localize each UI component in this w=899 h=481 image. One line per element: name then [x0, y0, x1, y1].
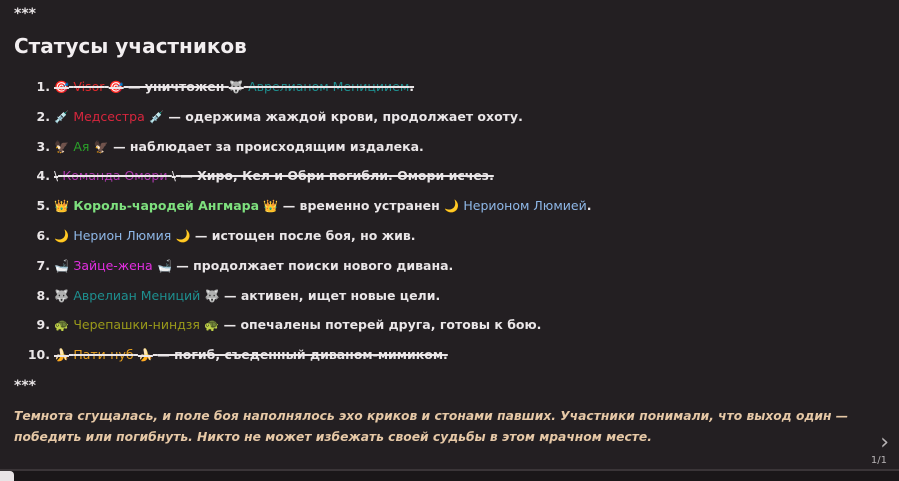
list-item-nerion: [0, 221, 880, 251]
status-text: — истощен после боя, но жив.: [194, 227, 416, 243]
chevron-right-icon[interactable]: ›: [880, 430, 889, 455]
punctuation: .: [586, 198, 592, 214]
item-number: 9.: [36, 317, 50, 333]
participant-name: Нерион Люмия: [73, 227, 172, 243]
item-body: [54, 109, 523, 124]
status-text: — активен, ищет новые цели.: [223, 287, 441, 303]
item-body: [54, 79, 414, 94]
syringe-icon: 💉: [54, 109, 69, 124]
reference-name: Нерионом Люмией: [463, 198, 587, 214]
status-text: — наблюдает за происходящим издалека.: [113, 138, 424, 154]
banana-icon: 🍌: [54, 348, 69, 363]
item-body: [54, 258, 453, 273]
participant-name: Ая: [73, 138, 90, 154]
separator-top: ***: [14, 6, 36, 22]
participant-name: Visor: [73, 79, 105, 94]
status-text: — временно устранен: [282, 198, 440, 214]
item-number: 3.: [36, 138, 50, 154]
turtle-icon: 🐢: [54, 318, 69, 333]
item-number: 2.: [36, 108, 50, 124]
wolf-icon: 🐺: [204, 288, 220, 303]
status-text: — погиб, съеденный диваном-мимиком.: [157, 347, 448, 363]
item-body: [54, 317, 541, 332]
moon-icon: 🌙: [444, 199, 460, 214]
syringe-icon: 💉: [149, 109, 165, 124]
moon-icon: 🌙: [54, 228, 69, 243]
reference-name: Аврелианом Менициием: [248, 79, 410, 94]
target-icon: 🎯: [54, 80, 69, 94]
item-body: [54, 347, 448, 362]
turtle-icon: 🐢: [204, 318, 220, 333]
status-text: — Хиро, Кел и Обри погибли. Омори исчез.: [180, 168, 494, 184]
wolf-icon: 🐺: [228, 80, 244, 94]
list-item-party-noob: [0, 340, 880, 370]
knife-icon: \: [171, 169, 176, 184]
punctuation: .: [409, 79, 415, 94]
list-item-aurelian: [0, 281, 880, 311]
moon-icon: 🌙: [175, 228, 191, 243]
item-body: [54, 139, 424, 154]
crown-icon: 👑: [263, 199, 279, 214]
story-paragraph: Темнота сгущалась, и поле боя наполнялось эхо криков и стонами павших. Участники понимали, что выход один — победить или погибнуть. Никто не может избежать своей судьбы в этом мрачном месте.: [14, 409, 849, 444]
target-icon: 🎯: [108, 80, 124, 94]
eagle-icon: 🦅: [93, 139, 109, 154]
participant-name: Медсестра: [73, 108, 145, 124]
bathtub-icon: 🛁: [54, 258, 69, 273]
scroll-handle[interactable]: [0, 471, 14, 481]
participant-name: Черепашки-ниндзя: [73, 317, 200, 333]
item-body: [54, 288, 440, 303]
list-item-hare-wife: [0, 251, 880, 281]
item-number: 10.: [27, 347, 50, 363]
list-item-visor: [0, 72, 880, 102]
status-text: — одержима жаждой крови, продолжает охоту.: [168, 108, 523, 124]
bathtub-icon: 🛁: [156, 258, 172, 273]
section-title: Статусы участников: [14, 34, 247, 58]
list-item-nurse: [0, 102, 880, 132]
item-number: 8.: [36, 287, 50, 303]
banana-icon: 🍌: [137, 348, 153, 363]
status-text: — продолжает поиски нового дивана.: [176, 257, 454, 273]
participant-name: Команда Омори: [62, 168, 168, 184]
page-counter: 1/1: [870, 455, 887, 466]
input-bar: [0, 471, 899, 481]
participant-name: Зайце-жена: [73, 257, 153, 273]
list-item-turtles: [0, 310, 880, 340]
item-body: [54, 198, 591, 213]
item-body: [54, 168, 494, 183]
item-number: 7.: [36, 257, 50, 273]
item-number: 5.: [36, 198, 50, 214]
separator-bottom: ***: [14, 378, 36, 394]
participants-list: [0, 72, 880, 370]
status-text: — опечалены потерей друга, готовы к бою.: [223, 317, 542, 333]
list-item-aya: [0, 132, 880, 162]
participant-name: Аврелиан Мениций: [73, 287, 201, 303]
eagle-icon: 🦅: [54, 139, 69, 154]
item-number: 6.: [36, 227, 50, 243]
item-number: 1.: [36, 79, 50, 94]
participant-name: Король-чародей Ангмара: [73, 198, 260, 214]
participant-name: Пати-нуб: [73, 347, 134, 363]
item-number: 4.: [36, 168, 50, 184]
list-item-witch-king: [0, 191, 880, 221]
list-item-omori-team: [0, 161, 880, 191]
knife-icon: \: [54, 169, 59, 184]
status-text: — уничтожен: [128, 79, 225, 94]
crown-icon: 👑: [54, 199, 69, 214]
item-body: [54, 228, 416, 243]
wolf-icon: 🐺: [54, 288, 69, 303]
